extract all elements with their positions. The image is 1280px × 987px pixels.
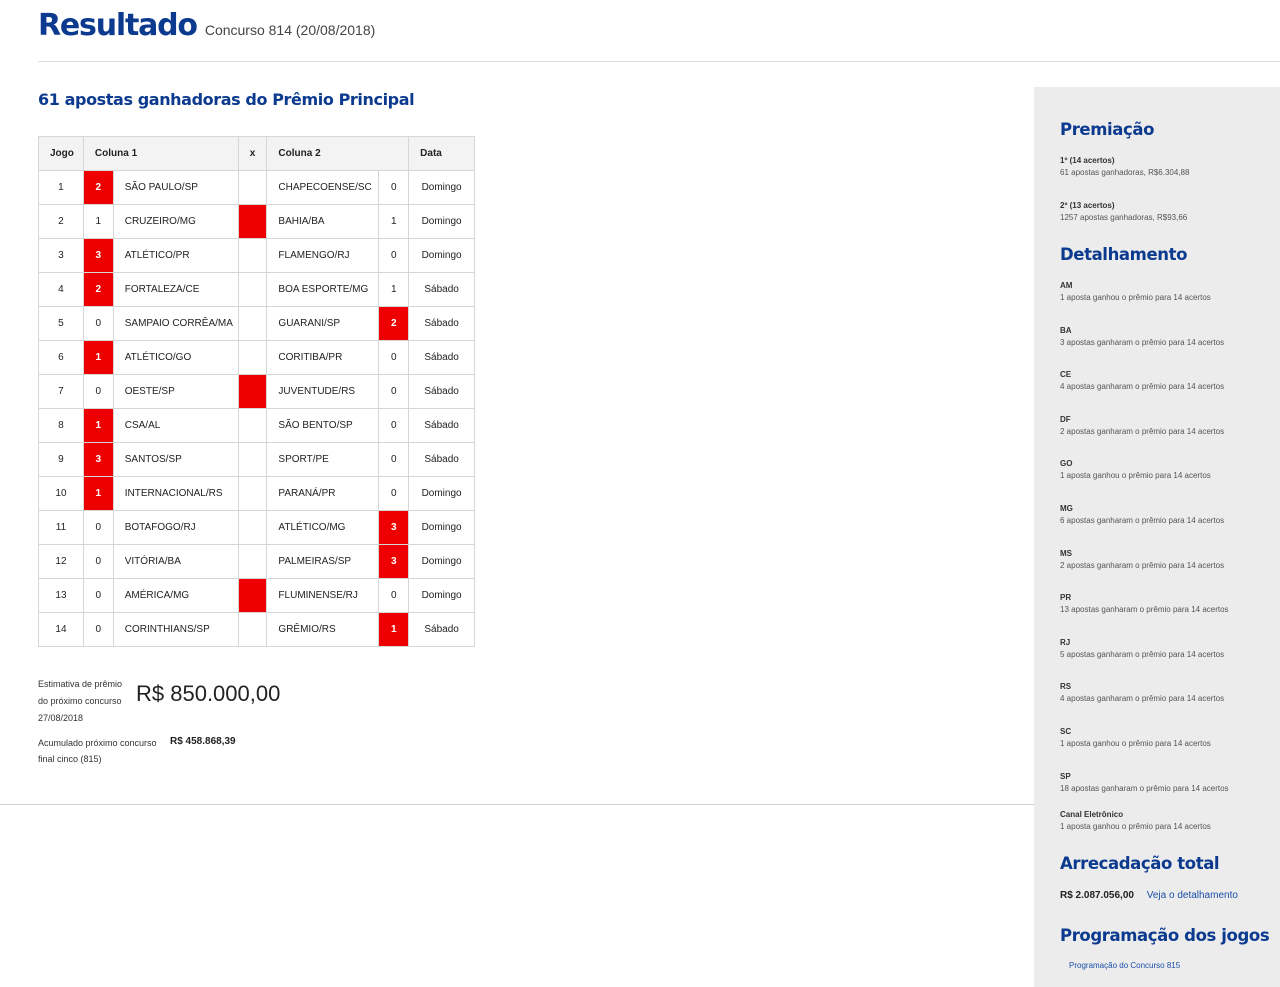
detail-desc: 2 apostas ganharam o prêmio para 14 acertos (1060, 560, 1225, 570)
accumulated-info (38, 735, 157, 767)
contest-subtitle: Concurso 814 (20/08/2018) (204, 22, 376, 38)
team-1-cell: SAMPAIO CORRÊA/MA (113, 307, 238, 341)
table-row (39, 409, 475, 443)
date-cell: Domingo (409, 239, 475, 273)
accumulated-label-1: Acumulado próximo concurso (38, 738, 157, 748)
detail-desc: 4 apostas ganharam o prêmio para 14 acertos (1060, 382, 1225, 392)
score-1-cell: 1 (83, 477, 113, 511)
team-1-cell: INTERNACIONAL/RS (113, 477, 238, 511)
arrecadacao-value: R$ 2.087.056,00 (1060, 890, 1134, 901)
jogo-cell: 9 (39, 443, 84, 477)
programacao-link[interactable]: Programação do Concurso 815 (1069, 961, 1181, 970)
score-2-cell: 3 (379, 545, 409, 579)
score-2-cell: 2 (379, 307, 409, 341)
jogo-cell: 13 (39, 579, 84, 613)
prize-2-desc: 1257 apostas ganhadoras, R$93,66 (1060, 213, 1188, 222)
score-2-cell: 1 (379, 273, 409, 307)
team-1-cell: CRUZEIRO/MG (113, 205, 238, 239)
jogo-cell: 10 (39, 477, 84, 511)
draw-cell (238, 579, 267, 613)
team-2-cell: FLAMENGO/RJ (267, 239, 379, 273)
table-header-row (39, 137, 475, 171)
detail-desc: 1 aposta ganhou o prêmio para 14 acertos (1060, 293, 1211, 302)
score-2-cell: 0 (379, 239, 409, 273)
header-data: Data (409, 137, 475, 171)
score-2-cell: 0 (379, 443, 409, 477)
detail-state: CE (1060, 370, 1072, 380)
table-row (39, 613, 475, 647)
detail-desc: 1 aposta ganhou o prêmio para 14 acertos (1060, 739, 1211, 748)
detail-state: Canal Eletrônico (1060, 810, 1124, 819)
page-title: Resultado (38, 8, 197, 43)
detail-desc: 1 aposta ganhou o prêmio para 14 acertos (1060, 471, 1211, 481)
score-2-cell: 0 (379, 579, 409, 613)
table-row (39, 443, 475, 477)
draw-cell (238, 341, 267, 375)
sidebar (1034, 87, 1280, 987)
score-2-cell: 3 (379, 511, 409, 545)
draw-cell (238, 307, 267, 341)
date-cell: Domingo (409, 171, 475, 205)
team-2-cell: BAHIA/BA (267, 205, 379, 239)
jogo-cell: 14 (39, 613, 84, 647)
accumulated-label-2: final cinco (815) (38, 754, 102, 764)
detail-desc: 2 apostas ganharam o prêmio para 14 acertos (1060, 426, 1225, 436)
detail-state: BA (1060, 325, 1072, 335)
jogo-cell: 3 (39, 239, 84, 273)
detail-item (1060, 771, 1229, 795)
date-cell: Sábado (409, 375, 475, 409)
score-2-cell: 0 (379, 409, 409, 443)
team-1-cell: ATLÉTICO/GO (113, 341, 238, 375)
team-1-cell: ATLÉTICO/PR (113, 239, 238, 273)
detail-state: MG (1060, 504, 1073, 513)
detail-item (1060, 637, 1224, 661)
detail-desc: 18 apostas ganharam o prêmio para 14 acertos (1060, 783, 1229, 793)
arrecadacao-row (1060, 890, 1238, 901)
detail-item (1060, 325, 1224, 349)
detail-item (1060, 726, 1211, 750)
estimate-date: 27/08/2018 (38, 713, 84, 723)
team-2-cell: JUVENTUDE/RS (267, 375, 379, 409)
detail-desc: 1 aposta ganhou o prêmio para 14 acertos (1060, 822, 1211, 831)
team-2-cell: PALMEIRAS/SP (267, 545, 379, 579)
date-cell: Sábado (409, 443, 475, 477)
team-2-cell: PARANÁ/PR (267, 477, 379, 511)
detail-state: AM (1060, 281, 1073, 290)
date-cell: Domingo (409, 477, 475, 511)
team-2-cell: GRÊMIO/RS (267, 613, 379, 647)
date-cell: Domingo (409, 545, 475, 579)
draw-cell (238, 545, 267, 579)
estimate-value: R$ 850.000,00 (136, 681, 281, 706)
team-1-cell: OESTE/SP (113, 375, 238, 409)
date-cell: Sábado (409, 341, 475, 375)
draw-cell (238, 205, 267, 239)
detail-item (1060, 809, 1211, 833)
detail-item (1060, 681, 1224, 705)
arrecadacao-title: Arrecadação total (1060, 854, 1220, 873)
score-1-cell: 3 (83, 239, 113, 273)
detail-item (1060, 548, 1224, 572)
detail-state: SC (1060, 727, 1072, 736)
detail-state: GO (1060, 459, 1073, 469)
table-row (39, 205, 475, 239)
table-row (39, 171, 475, 205)
table-row (39, 545, 475, 579)
jogo-cell: 12 (39, 545, 84, 579)
detail-state: SP (1060, 771, 1071, 781)
table-row (39, 477, 475, 511)
score-1-cell: 0 (83, 511, 113, 545)
detalhamento-title: Detalhamento (1060, 245, 1187, 264)
team-1-cell: VITÓRIA/BA (113, 545, 238, 579)
table-row (39, 375, 475, 409)
score-1-cell: 0 (83, 545, 113, 579)
date-cell: Domingo (409, 579, 475, 613)
results-table (38, 136, 475, 647)
date-cell: Domingo (409, 511, 475, 545)
score-2-cell: 0 (379, 171, 409, 205)
draw-cell (238, 273, 267, 307)
score-1-cell: 1 (83, 409, 113, 443)
programacao-title: Programação dos jogos (1060, 926, 1270, 945)
header-x: x (238, 137, 267, 171)
prize-estimate (38, 676, 122, 727)
page-header (38, 8, 375, 43)
team-2-cell: CHAPECOENSE/SC (267, 171, 379, 205)
detail-state: RJ (1060, 637, 1071, 647)
draw-cell (238, 375, 267, 409)
date-cell: Sábado (409, 409, 475, 443)
score-2-cell: 1 (379, 205, 409, 239)
date-cell: Sábado (409, 273, 475, 307)
team-2-cell: SÃO BENTO/SP (267, 409, 379, 443)
team-2-cell: CORITIBA/PR (267, 341, 379, 375)
table-row (39, 579, 475, 613)
team-1-cell: FORTALEZA/CE (113, 273, 238, 307)
jogo-cell: 5 (39, 307, 84, 341)
jogo-cell: 7 (39, 375, 84, 409)
team-1-cell: SÃO PAULO/SP (113, 171, 238, 205)
estimate-label-2: do próximo concurso (38, 696, 122, 706)
header-coluna-2: Coluna 2 (267, 137, 409, 171)
draw-cell (238, 613, 267, 647)
accumulated-value: R$ 458.868,39 (170, 736, 236, 747)
score-1-cell: 0 (83, 375, 113, 409)
jogo-cell: 11 (39, 511, 84, 545)
detail-desc: 5 apostas ganharam o prêmio para 14 acertos (1060, 649, 1225, 659)
date-cell: Domingo (409, 205, 475, 239)
team-2-cell: FLUMINENSE/RJ (267, 579, 379, 613)
jogo-cell: 2 (39, 205, 84, 239)
team-2-cell: SPORT/PE (267, 443, 379, 477)
draw-cell (238, 239, 267, 273)
header-jogo: Jogo (39, 137, 84, 171)
jogo-cell: 4 (39, 273, 84, 307)
team-1-cell: AMÉRICA/MG (113, 579, 238, 613)
draw-cell (238, 477, 267, 511)
detail-item (1060, 369, 1224, 393)
score-1-cell: 2 (83, 273, 113, 307)
detail-desc: 13 apostas ganharam o prêmio para 14 acertos (1060, 605, 1229, 615)
score-1-cell: 0 (83, 613, 113, 647)
team-1-cell: SANTOS/SP (113, 443, 238, 477)
detail-desc: 6 apostas ganharam o prêmio para 14 acertos (1060, 516, 1225, 525)
header-coluna-1: Coluna 1 (83, 137, 238, 171)
prize-2 (1060, 200, 1187, 224)
team-2-cell: ATLÉTICO/MG (267, 511, 379, 545)
score-2-cell: 0 (379, 477, 409, 511)
score-1-cell: 1 (83, 205, 113, 239)
team-2-cell: GUARANI/SP (267, 307, 379, 341)
draw-cell (238, 171, 267, 205)
detail-state: RS (1060, 682, 1072, 692)
prize-1-title: 1º (14 acertos) (1060, 156, 1115, 165)
score-2-cell: 0 (379, 375, 409, 409)
prize-2-title: 2º (13 acertos) (1060, 201, 1115, 210)
draw-cell (238, 511, 267, 545)
table-row (39, 341, 475, 375)
detail-desc: 3 apostas ganharam o prêmio para 14 acertos (1060, 337, 1225, 347)
table-row (39, 307, 475, 341)
team-2-cell: BOA ESPORTE/MG (267, 273, 379, 307)
draw-cell (238, 443, 267, 477)
detail-state: PR (1060, 593, 1072, 603)
header-divider (38, 61, 1280, 62)
score-1-cell: 1 (83, 341, 113, 375)
date-cell: Sábado (409, 307, 475, 341)
draw-cell (238, 409, 267, 443)
score-1-cell: 2 (83, 171, 113, 205)
table-row (39, 239, 475, 273)
team-1-cell: CSA/AL (113, 409, 238, 443)
jogo-cell: 1 (39, 171, 84, 205)
score-1-cell: 0 (83, 579, 113, 613)
score-2-cell: 1 (379, 613, 409, 647)
detail-item (1060, 280, 1211, 304)
score-1-cell: 3 (83, 443, 113, 477)
detail-item (1060, 458, 1211, 482)
estimate-label-1: Estimativa de prêmio (38, 679, 123, 689)
winners-title: 61 apostas ganhadoras do Prêmio Principal (38, 90, 415, 109)
score-2-cell: 0 (379, 341, 409, 375)
detail-item (1060, 592, 1229, 616)
date-cell: Sábado (409, 613, 475, 647)
jogo-cell: 8 (39, 409, 84, 443)
table-row (39, 273, 475, 307)
premiacao-title: Premiação (1060, 120, 1155, 139)
team-1-cell: CORINTHIANS/SP (113, 613, 238, 647)
table-row (39, 511, 475, 545)
detail-state: MS (1060, 548, 1072, 558)
detail-desc: 4 apostas ganharam o prêmio para 14 acertos (1060, 694, 1225, 704)
arrecadacao-detail-link[interactable]: Veja o detalhamento (1146, 890, 1238, 901)
prize-1 (1060, 155, 1189, 179)
detail-item (1060, 414, 1224, 438)
detail-state: DF (1060, 414, 1071, 424)
jogo-cell: 6 (39, 341, 84, 375)
detail-item (1060, 503, 1224, 527)
prize-1-desc: 61 apostas ganhadoras, R$6.304,88 (1060, 168, 1190, 177)
score-1-cell: 0 (83, 307, 113, 341)
team-1-cell: BOTAFOGO/RJ (113, 511, 238, 545)
